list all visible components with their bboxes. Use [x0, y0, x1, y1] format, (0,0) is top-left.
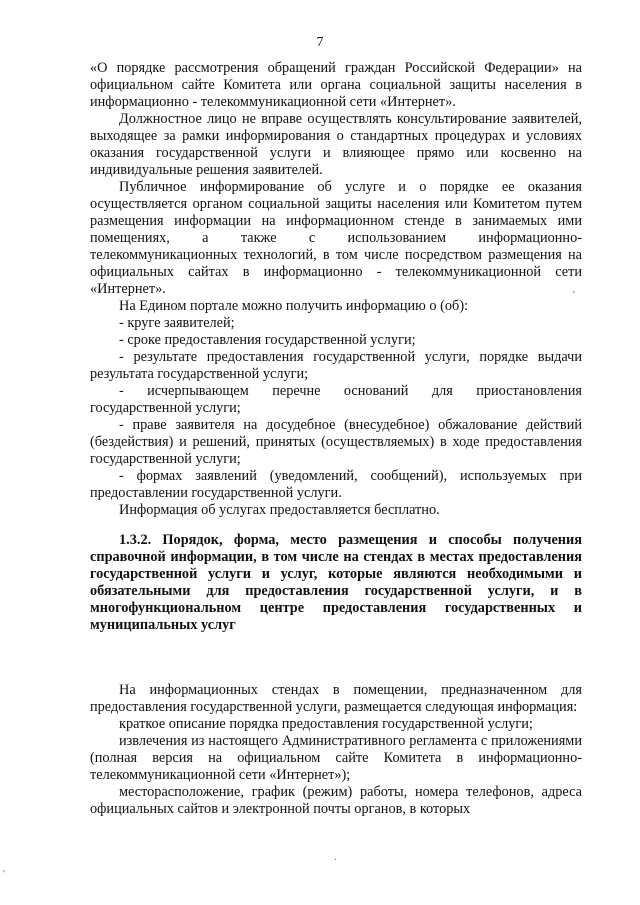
- list-item-extracts: извлечения из настоящего Административного регламента с приложениями (полная версия на официальном сайте Комитета в информационно-телекоммуникационной сети «Интернет»);: [90, 733, 582, 783]
- list-item-applicants: - круге заявителей;: [119, 315, 235, 331]
- document-body: [90, 60, 582, 818]
- list-item-location-schedule: месторасположение, график (режим) работы, номера телефонов, адреса официальных сайтов и электронной почты органов, в которых: [90, 784, 582, 817]
- paragraph-free-info: Информация об услугах предоставляется бесплатно.: [119, 502, 440, 518]
- list-item-grounds: - исчерпывающем перечне оснований для приостановления государственной услуги;: [90, 383, 582, 416]
- paragraph-public-informing: Публичное информирование об услуге и о порядке ее оказания осуществляется органом социальной защиты населения или Комитетом путем размещения информации на информационном стенде в занимаемых ими помещениях, а также с использованием информационно-телекоммуникационных технологий, в том числе посредством размещения на официальных сайтах в информационно - телекоммуникационной сети «Интернет».: [90, 179, 582, 297]
- list-item-brief-description: краткое описание порядка предоставления государственной услуги;: [119, 716, 533, 732]
- list-item-appeal-right: - праве заявителя на досудебное (внесудебное) обжалование действий (бездействия) и решений, принятых (осуществляемых) в ходе предоставления государственной услуги;: [90, 417, 582, 467]
- page-number: 7: [316, 35, 324, 50]
- paragraph-stands-intro: На информационных стендах в помещении, предназначенном для предоставления государственной услуги, размещается следующая информация:: [90, 682, 582, 715]
- paragraph-portal-intro: На Едином портале можно получить информацию о (об):: [119, 298, 469, 314]
- section-heading-1-3-2: 1.3.2. Порядок, форма, место размещения и способы получения справочной информации, в том числе на стендах в местах предоставления государственной услуги и услуг, которые являются необходимыми и обязательными для предоставления государственной услуги, и в многофункциональном центре предоставления государственных и муниципальных услуг: [90, 532, 582, 633]
- paragraph-consulting: Должностное лицо не вправе осуществлять консультирование заявителей, выходящее за рамки информирования о стандартных процедурах и условиях оказания государственной услуги и влияющее прямо или косвенно на индивидуальные решения заявителей.: [90, 111, 582, 178]
- scan-artifact-edge: ': [3, 869, 5, 880]
- list-item-term: - сроке предоставления государственной услуги;: [119, 332, 416, 348]
- paragraph-continuation: «О порядке рассмотрения обращений граждан Российской Федерации» на официальном сайте Комитета или органа социальной защиты населения в информационно - телекоммуникационной сети «Интернет».: [90, 60, 582, 110]
- scan-artifact-dot: .: [334, 852, 337, 863]
- list-item-forms: - формах заявлений (уведомлений, сообщений), используемых при предоставлении государственной услуги.: [90, 468, 582, 501]
- list-item-result: - результате предоставления государственной услуги, порядке выдачи результата государственной услуги;: [90, 349, 582, 382]
- scan-artifact-mark: ': [573, 290, 575, 301]
